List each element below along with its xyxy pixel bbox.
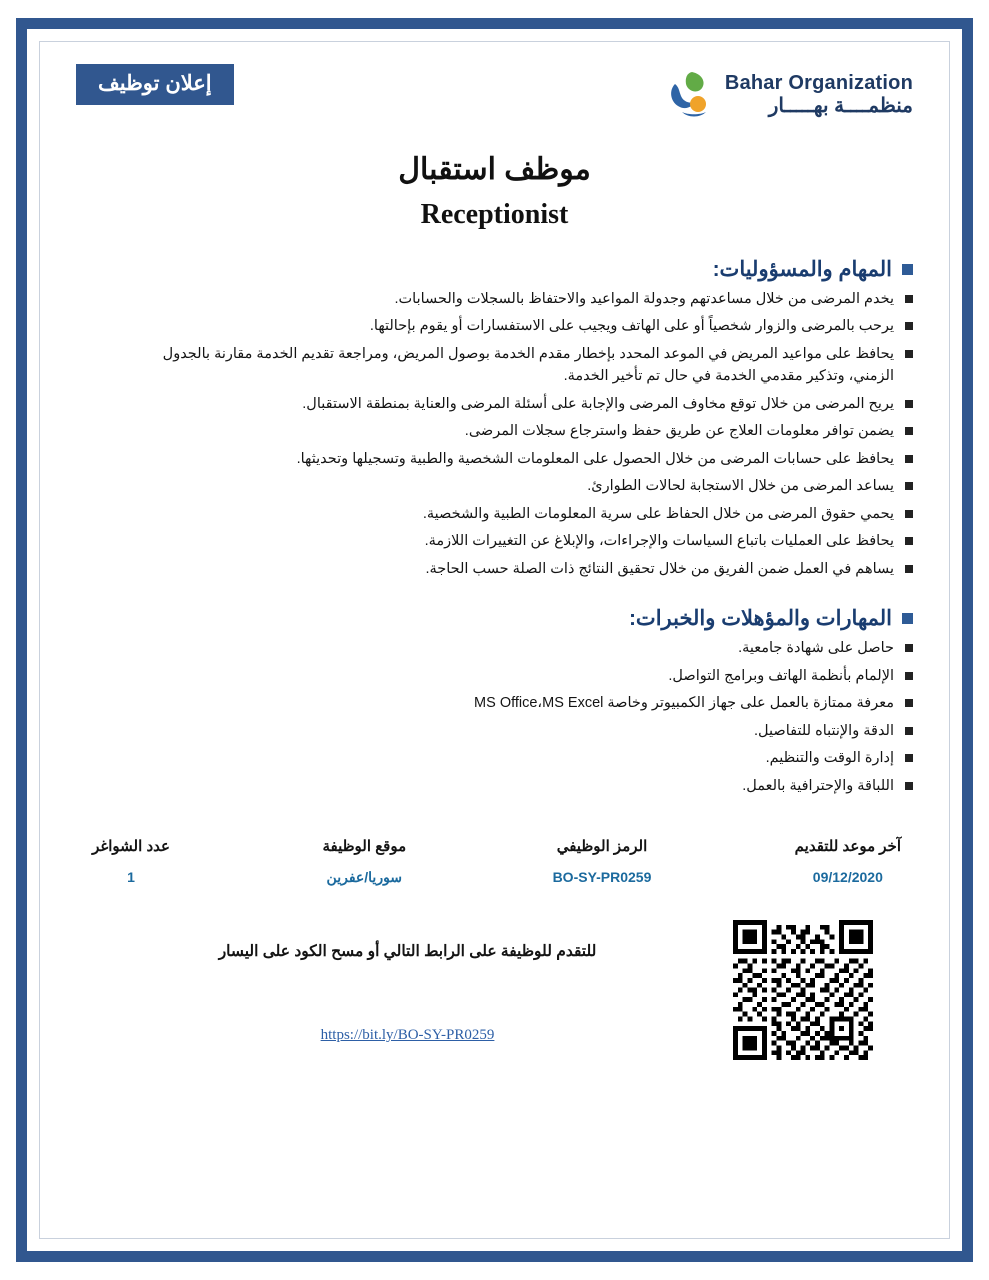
list-item-text: يرحب بالمرضى والزوار شخصياً أو على الهاتف ويجيب على الاستفسارات أو يقوم بإحالتها.	[369, 318, 894, 335]
bullet-icon	[905, 644, 913, 652]
section-heading-text: المهام والمسؤوليات:	[712, 258, 892, 281]
list-item-text: يخدم المرضى من خلال مساعدتهم وجدولة المواعيد والاحتفاظ بالسجلات والحسابات.	[394, 291, 894, 307]
list-item	[76, 420, 913, 442]
info-column-vacancies	[86, 837, 176, 885]
info-label: آخر موعد للتقديم	[794, 837, 901, 855]
list-item	[76, 315, 913, 337]
announcement-badge: إعلان توظيف	[76, 64, 234, 105]
apply-section	[76, 920, 913, 1060]
qr-code-icon[interactable]	[733, 920, 873, 1060]
section-heading-responsibilities	[76, 257, 913, 282]
info-value: سوريا/عفرين	[326, 868, 403, 885]
info-column-deadline	[795, 837, 901, 885]
list-item-text: يحافظ على مواعيد المريض في الموعد المحدد بإخطار مقدم الخدمة بوصول المريض، ومراجعة تقديم الخدمة مقارنة بالجدول الزمني، وتذكير مقدمي الخدمة في حال تم تأخير الخدمة.	[162, 345, 894, 385]
info-value: 1	[127, 868, 135, 885]
poster-outer-border	[16, 18, 973, 1262]
bahar-leaf-logo-icon	[662, 68, 716, 122]
list-item	[76, 665, 913, 687]
bullet-icon	[905, 672, 913, 680]
bullet-icon	[905, 565, 913, 573]
info-column-location	[319, 837, 409, 886]
poster-inner-border	[39, 41, 950, 1239]
list-item	[76, 448, 913, 470]
list-item-text: يحمي حقوق المرضى من خلال الحفاظ على سرية المعلومات الطبية والشخصية.	[422, 505, 894, 522]
list-item	[76, 558, 913, 580]
bullet-icon	[905, 295, 913, 303]
list-item-text: الدقة والإنتباه للتفاصيل.	[754, 722, 894, 739]
list-item	[76, 637, 913, 659]
list-item	[76, 530, 913, 552]
list-item	[76, 343, 913, 388]
info-label: عدد الشواغر	[92, 837, 170, 855]
bullet-icon	[905, 782, 913, 790]
list-item-text: يحافظ على حسابات المرضى من خلال الحصول على المعلومات الشخصية والطبية وتسجيلها وتحديثها.	[296, 450, 894, 467]
bullet-icon	[905, 400, 913, 408]
list-item	[76, 692, 913, 714]
list-item	[76, 393, 913, 415]
list-item	[76, 475, 913, 497]
poster-content	[40, 42, 949, 1238]
section-heading-skills	[76, 606, 913, 631]
list-item-text: يساعد المرضى من خلال الاستجابة لحالات الطوارئ.	[587, 478, 894, 495]
list-item	[76, 503, 913, 525]
skills-list	[76, 637, 913, 797]
list-item-text: إدارة الوقت والتنظيم.	[765, 750, 894, 767]
list-item	[76, 288, 913, 310]
job-info-table	[76, 837, 913, 886]
job-title-english: Receptionist	[420, 199, 569, 230]
section-heading-text: المهارات والمؤهلات والخبرات:	[628, 607, 892, 631]
logo-name-en: Bahar Organization	[724, 72, 913, 94]
logo-text	[725, 73, 913, 117]
list-item-text: يريح المرضى من خلال توقع مخاوف المرضى والإجابة على أسئلة المرضى والعناية بمنطقة الاستقبال.	[302, 395, 894, 412]
list-item-text: يساهم في العمل ضمن الفريق من خلال تحقيق النتائج ذات الصلة حسب الحاجة.	[425, 560, 894, 577]
list-item	[76, 720, 913, 742]
bullet-icon	[905, 510, 913, 518]
bullet-icon	[905, 537, 913, 545]
apply-instruction-text: للتقدم للوظيفة على الرابط التالي أو مسح الكود على اليسار	[218, 942, 597, 960]
bullet-icon	[905, 482, 913, 490]
list-item-text: معرفة ممتازة بالعمل على جهاز الكمبيوتر وخاصة MS Office،MS Excel	[474, 695, 894, 712]
responsibilities-list	[76, 288, 913, 580]
job-title-arabic: موظف استقبال	[398, 153, 591, 186]
organization-logo	[662, 68, 913, 122]
info-value: BO-SY-PR0259	[552, 868, 652, 885]
info-label: موقع الوظيفة	[322, 837, 407, 855]
bullet-icon	[905, 754, 913, 762]
list-item-text: يحافظ على العمليات باتباع السياسات والإجراءات، والإبلاغ عن التغييرات اللازمة.	[424, 533, 894, 550]
bullet-icon	[905, 727, 913, 735]
bullet-icon	[905, 350, 913, 358]
poster-header	[76, 64, 913, 130]
section-bullet-icon	[902, 613, 913, 624]
list-item-text: الإلمام بأنظمة الهاتف وبرامج التواصل.	[668, 667, 894, 684]
apply-instructions-block	[82, 920, 733, 1044]
logo-name-ar: منظمــــة بهـــــار	[768, 95, 913, 117]
list-item	[76, 775, 913, 797]
list-item-text: اللباقة والإحترافية بالعمل.	[742, 777, 894, 794]
list-item	[76, 747, 913, 769]
list-item-text: يضمن توافر معلومات العلاج عن طريق حفظ واسترجاع سجلات المرضى.	[464, 423, 894, 440]
list-item-text: حاصل على شهادة جامعية.	[738, 640, 894, 657]
section-bullet-icon	[902, 264, 913, 275]
info-column-job-code	[553, 837, 652, 885]
bullet-icon	[905, 699, 913, 707]
bullet-icon	[905, 455, 913, 463]
info-value: 09/12/2020	[812, 868, 883, 885]
bullet-icon	[905, 322, 913, 330]
apply-link[interactable]: https://bit.ly/BO-SY-PR0259	[320, 1026, 495, 1043]
info-label: الرمز الوظيفي	[556, 837, 648, 855]
bullet-icon	[905, 427, 913, 435]
